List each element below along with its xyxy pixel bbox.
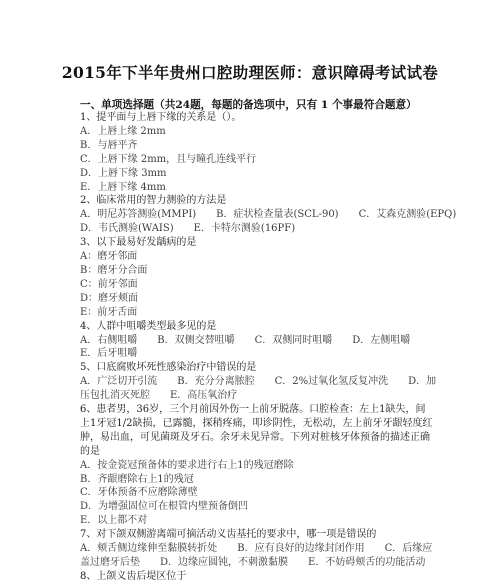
question-3: 3、以下最易好发龋病的是 (80, 237, 197, 249)
option-4e: E．后牙咀嚼 (80, 348, 138, 360)
options-4-row1: A．右侧咀嚼 B．双侧交替咀嚼 C．双侧同时咀嚼 D．左侧咀嚼 (80, 334, 411, 346)
section-heading: 一、单项选择题（共24题，每题的备选项中，只有 1 个事最符合题意） (80, 99, 417, 111)
question-6-line1: 6、患者男，36岁，三个月前因外伤一上前牙脱落。口腔检查：左上1缺失，间 (80, 404, 426, 416)
option-6e: E．以上都不对 (80, 515, 148, 527)
options-2-row1: A．明尼苏答测验(MMPI) B．症状检查量表(SCL-90) C．艾森克测验(EPQ) (80, 209, 457, 221)
option-1c: C．上唇下缘 2mm，且与瞳孔连线平行 (80, 153, 257, 165)
option-3a: A：磨牙邻面 (80, 251, 138, 263)
question-list (80, 111, 457, 584)
question-4: 4、人群中咀嚼类型最多见的是 (80, 320, 217, 332)
option-6c: C．牙体预备不应磨除薄壁 (80, 487, 198, 499)
document-title: 2015年下半年贵州口腔助理医师：意识障碍考试试卷 (61, 63, 439, 82)
option-6b: B．齐龈磨除右上1的残冠 (80, 473, 194, 485)
question-7: 7、对下颌双侧游离端可摘活动义齿基托的要求中，哪一项是错误的 (80, 529, 377, 541)
option-3c: C：前牙邻面 (80, 278, 138, 290)
options-5-row2: 压包扎消灭死腔 E．高压氧治疗 (80, 390, 238, 402)
options-7-row1: A．颊舌侧边缘伸至黏膜转折处 B．应有良好的边缘封闭作用 C．后缘应 (80, 543, 433, 555)
option-1b: B．与唇平齐 (80, 139, 138, 151)
question-1: 1、提平面与上唇下缘的关系是（）。 (80, 112, 242, 123)
question-2: 2、临床常用的智力测验的方法是 (80, 195, 227, 207)
question-6-line3: 上1牙冠1/2缺损，已露髓，探稍疼痛，叩诊阴性，无松动，左上前牙牙龈轻度红 (80, 417, 433, 429)
question-6-line4: 肿，易出血，可见菌斑及牙石。余牙未见异常。下列对桩核牙体预备的描述正确 (80, 431, 430, 443)
option-3d: D：磨牙颊面 (80, 292, 139, 304)
option-6a: A．按金瓷冠预备体的要求进行右上1的残冠磨除 (80, 459, 294, 471)
option-6d: D．为增强固位可在根管内壁预备倒凹 (80, 501, 249, 513)
option-3b: B：磨牙分合面 (80, 264, 148, 276)
options-5-row1: A．广泛切开引流 B．充分分离脓腔 C．2%过氧化氢反复冲洗 D．加 (80, 376, 437, 388)
option-1d: D．上唇下缘 3mm (80, 167, 167, 179)
question-8: 8、上颌义齿后堤区位于 (80, 570, 187, 582)
option-1a: A．上唇上缘 2mm (80, 125, 166, 137)
options-2-row2: D．韦氏测验(WAIS) E．卡特尔测验(16PF) (80, 223, 296, 235)
options-7-row2: 盖过磨牙后垫 D．边缘应圆钝，不刺激黏膜 E．不妨碍颊舌的功能活动 (80, 557, 426, 568)
option-3e: E：前牙舌面 (80, 306, 138, 318)
question-6-line5: 的是 (80, 445, 100, 457)
option-1e: E．上唇下缘 4mm (80, 181, 166, 193)
question-5: 5、口底腐败坏死性感染治疗中错误的是 (80, 362, 257, 374)
